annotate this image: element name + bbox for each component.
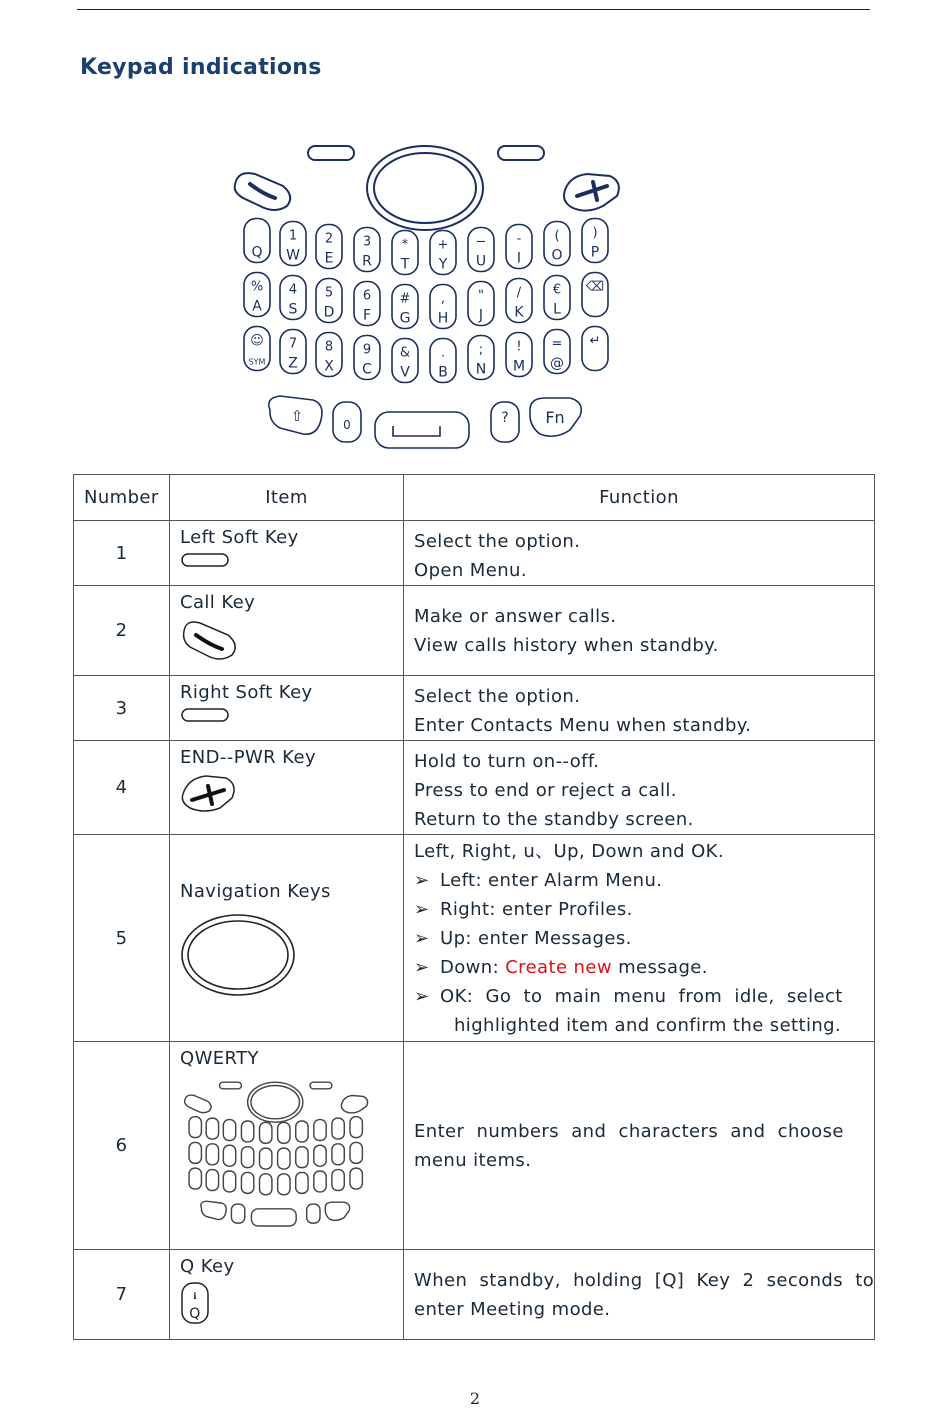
row-function — [404, 741, 875, 835]
key-symbol: 7 — [288, 336, 298, 352]
key-symbol: = — [551, 336, 563, 352]
key-symbol: 5 — [324, 285, 334, 301]
key-letter: M — [512, 358, 526, 375]
key-letter: I — [516, 250, 522, 267]
key-B — [278, 1174, 290, 1195]
table-row — [74, 835, 875, 1042]
key-symbol: % — [250, 279, 264, 295]
row-item — [170, 521, 404, 586]
key-letter: N — [475, 361, 487, 378]
key-symbol: # — [399, 291, 411, 307]
key-symbol: . — [440, 345, 446, 361]
function-line: Return to the standby screen. — [414, 809, 694, 830]
key-L — [332, 1144, 344, 1165]
table-row — [74, 521, 875, 586]
key-symbol: 6 — [362, 288, 372, 304]
function-line: Hold to turn on--off. — [414, 751, 600, 772]
key-↵ — [350, 1168, 362, 1189]
key-letter: L — [553, 301, 561, 318]
item-label: Right Soft Key — [180, 682, 313, 703]
right-soft-key-icon — [498, 146, 544, 160]
space-key — [375, 412, 469, 448]
bullet-arrow-icon: ➢ — [414, 899, 430, 920]
key-U — [296, 1121, 308, 1142]
call-key-icon — [180, 617, 242, 663]
key-letter: H — [437, 310, 449, 327]
key-J — [296, 1147, 308, 1168]
function-line: Left, Right, u、Up, Down and OK. — [414, 841, 725, 862]
svg-text:ℹ: ℹ — [193, 1292, 197, 1302]
function-line: Open Menu. — [414, 560, 527, 581]
key-symbol: ⌫ — [585, 279, 605, 295]
bullet-text: Up: enter Messages. — [440, 928, 632, 949]
function-line: Make or answer calls. — [414, 605, 617, 627]
key-letter: O — [551, 247, 563, 264]
row-function — [404, 1042, 875, 1250]
col-header-function: Function — [404, 475, 875, 521]
key-symbol: & — [399, 345, 411, 361]
keypad-illustration — [225, 140, 645, 460]
key-symbol: 4 — [288, 282, 298, 298]
row-item — [170, 1042, 404, 1250]
q-key-icon — [180, 1281, 212, 1327]
key-N — [296, 1172, 308, 1193]
key-symbol: 9 — [362, 342, 372, 358]
key-letter: X — [324, 358, 334, 375]
table-row — [74, 586, 875, 676]
table-row — [74, 1250, 875, 1340]
key-T — [260, 1122, 272, 1143]
page-title: Keypad indications — [80, 55, 322, 80]
key-letter: Q — [251, 244, 263, 261]
table-row — [74, 1042, 875, 1250]
item-label: QWERTY — [180, 1048, 259, 1069]
function-line: enter Meeting mode. — [414, 1298, 611, 1320]
key-SYM — [189, 1168, 201, 1189]
function-line: When standby, holding [Q] Key 2 seconds to — [414, 1269, 875, 1291]
key-W — [206, 1118, 218, 1139]
right-soft-key-icon — [180, 707, 230, 723]
key-letter: D — [323, 304, 335, 321]
key-letter: C — [362, 361, 372, 378]
function-bullet — [414, 866, 864, 895]
function-line: View calls history when standby. — [414, 634, 719, 656]
key-symbol: " — [478, 288, 484, 304]
key-symbol: ( — [554, 228, 560, 244]
item-label: Navigation Keys — [180, 881, 331, 902]
key-P — [350, 1117, 362, 1138]
key-X — [223, 1171, 235, 1192]
function-line: Enter Contacts Menu when standby. — [414, 715, 752, 736]
top-rule — [77, 9, 870, 10]
bullet-arrow-icon: ➢ — [414, 928, 430, 949]
highlight-text: Create new — [505, 957, 612, 978]
key-symbol: ; — [478, 342, 484, 358]
row-item — [170, 586, 404, 676]
item-label: Q Key — [180, 1256, 235, 1277]
key-symbol: * — [401, 237, 409, 253]
row-number: 5 — [74, 835, 170, 1042]
function-line: Select the option. — [414, 686, 581, 707]
row-number: 4 — [74, 741, 170, 835]
row-item — [170, 676, 404, 741]
item-label: Left Soft Key — [180, 527, 299, 548]
key-letter: G — [399, 310, 411, 327]
key-letter: S — [288, 301, 298, 318]
key-symbol: 2 — [324, 231, 334, 247]
key-O — [332, 1118, 344, 1139]
left-soft-key-icon — [180, 552, 230, 568]
key-letter: R — [362, 253, 372, 270]
key-K — [314, 1145, 326, 1166]
key-symbol: ☺ — [250, 333, 264, 349]
table-header-row — [74, 475, 875, 521]
function-line: Press to end or reject a call. — [414, 780, 677, 801]
svg-text:?: ? — [501, 410, 509, 426]
key-V — [260, 1174, 272, 1195]
row-function — [404, 835, 875, 1042]
key-letter: U — [475, 253, 487, 270]
key-letter: A — [252, 298, 262, 315]
key-letter: F — [362, 307, 372, 324]
qwerty-keypad-icon — [180, 1073, 380, 1238]
key-letter: SYM — [248, 357, 266, 367]
item-label: Call Key — [180, 592, 256, 613]
svg-text:⇧: ⇧ — [290, 407, 304, 425]
row-item — [170, 741, 404, 835]
key-letter: @ — [550, 355, 564, 372]
function-bullet — [414, 895, 864, 924]
function-bullet — [414, 982, 864, 1011]
key-symbol: ) — [592, 225, 598, 241]
key-Q — [189, 1117, 201, 1138]
row-number: 2 — [74, 586, 170, 676]
bullet-text: Right: enter Profiles. — [440, 899, 633, 920]
row-function — [404, 521, 875, 586]
nav-key-outer — [367, 146, 483, 230]
key-letter: Z — [288, 355, 298, 372]
row-function — [404, 586, 875, 676]
function-bullet — [414, 953, 864, 982]
item-label: END--PWR Key — [180, 747, 317, 768]
key-symbol: 3 — [362, 234, 372, 250]
svg-text:Q: Q — [189, 1306, 201, 1322]
key-⌫ — [350, 1142, 362, 1163]
svg-text:Fn: Fn — [545, 408, 565, 427]
col-header-item: Item — [170, 475, 404, 521]
bullet-text: OK: Go to main menu from idle, select — [440, 986, 843, 1007]
row-number: 7 — [74, 1250, 170, 1340]
table-row — [74, 741, 875, 835]
key-letter: J — [478, 307, 484, 324]
key-letter: P — [590, 244, 600, 261]
function-line: menu items. — [414, 1149, 532, 1171]
col-header-number: Number — [74, 475, 170, 521]
key-H — [278, 1148, 290, 1169]
key-letter: E — [324, 250, 334, 267]
key-D — [223, 1145, 235, 1166]
navigation-key-icon — [180, 912, 298, 998]
key-A — [189, 1142, 201, 1163]
row-number: 1 — [74, 521, 170, 586]
row-number: 6 — [74, 1042, 170, 1250]
key-letter: K — [514, 304, 524, 321]
nav-key-inner — [374, 153, 476, 223]
bullet-text: message. — [611, 957, 708, 978]
bullet-text: highlighted item and confirm the setting. — [454, 1015, 842, 1036]
table-row — [74, 676, 875, 741]
key-I — [314, 1120, 326, 1141]
left-soft-key-icon — [308, 146, 354, 160]
page-number: 2 — [469, 1389, 481, 1408]
key-M — [314, 1171, 326, 1192]
keys-table — [73, 474, 875, 1340]
key-letter: T — [400, 256, 410, 273]
function-line: Enter numbers and characters and choose — [414, 1120, 844, 1142]
key-@ — [332, 1170, 344, 1191]
bullet-text: Down: — [440, 957, 506, 978]
key-symbol: 8 — [324, 339, 334, 355]
key-letter: W — [286, 247, 300, 264]
svg-text:0: 0 — [343, 418, 351, 432]
key-symbol: , — [440, 291, 446, 307]
key-symbol: 1 — [288, 228, 298, 244]
row-item — [170, 1250, 404, 1340]
key-symbol: − — [475, 234, 487, 250]
key-E — [223, 1120, 235, 1141]
key-letter: B — [438, 364, 448, 381]
function-bullet — [414, 924, 864, 953]
key-R — [241, 1121, 253, 1142]
key-symbol: ↵ — [589, 333, 601, 349]
key-Z — [206, 1170, 218, 1191]
row-function — [404, 676, 875, 741]
key-symbol: ! — [516, 339, 522, 355]
key-F — [241, 1147, 253, 1168]
row-function — [404, 1250, 875, 1340]
bullet-arrow-icon: ➢ — [414, 957, 430, 978]
bullet-arrow-icon: ➢ — [414, 870, 430, 891]
key-symbol: € — [552, 282, 562, 298]
end-key-icon — [180, 772, 238, 814]
key-letter: Y — [438, 256, 448, 273]
key-S — [206, 1144, 218, 1165]
key-C — [241, 1172, 253, 1193]
key-Y — [278, 1122, 290, 1143]
key-letter: V — [400, 364, 410, 381]
row-number: 3 — [74, 676, 170, 741]
bullet-text: Left: enter Alarm Menu. — [440, 870, 663, 891]
key-G — [260, 1148, 272, 1169]
row-item — [170, 835, 404, 1042]
key-symbol: / — [516, 285, 522, 301]
bullet-arrow-icon: ➢ — [414, 986, 430, 1007]
key-symbol: + — [437, 237, 449, 253]
key-symbol: - — [516, 231, 522, 247]
function-line: Select the option. — [414, 531, 581, 552]
